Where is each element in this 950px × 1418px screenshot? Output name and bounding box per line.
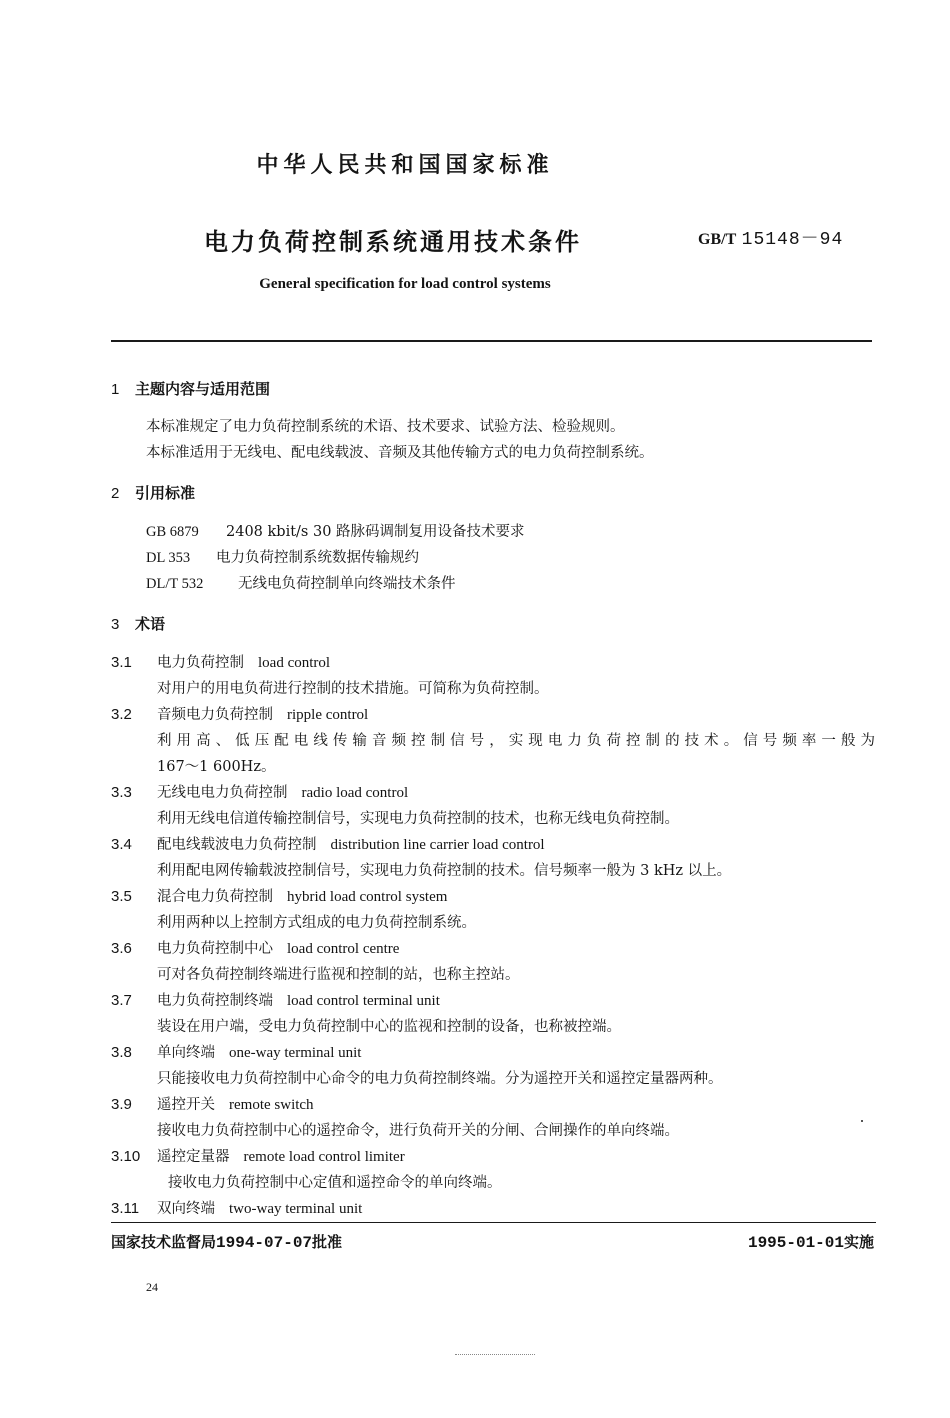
- section-number: 1: [111, 381, 120, 398]
- term-entry: [111, 989, 440, 1010]
- section-number: 3: [111, 616, 120, 633]
- national-standard-heading: 中华人民共和国国家标准: [256, 153, 554, 178]
- term-name-zh: 遥控开关: [157, 1097, 215, 1113]
- term-name-en: distribution line carrier load control: [330, 837, 545, 853]
- term-name-zh: 音频电力负荷控制: [157, 707, 273, 723]
- term-definition-continued: 167～1 600Hz。: [157, 759, 276, 775]
- scan-artifact: [455, 1354, 535, 1356]
- term-name-en: ripple control: [287, 707, 369, 723]
- term-definition: 接收电力负荷控制中心定值和遥控命令的单向终端。: [168, 1175, 502, 1191]
- term-definition: 利用高、低压配电线传输音频控制信号，实现电力负荷控制的技术。信号频率一般为: [157, 733, 875, 749]
- english-title: General specification for load control systems: [259, 276, 551, 292]
- term-name-en: remote load control limiter: [243, 1149, 405, 1165]
- term-definition: 利用配电网传输载波控制信号，实现电力负荷控制的技术。信号频率一般为 3 kHz 以上。: [157, 863, 732, 879]
- approval-date: 1994-07-07: [216, 1234, 313, 1252]
- term-number: 3.11: [111, 1200, 140, 1217]
- implementation-date: 1995-01-01: [747, 1234, 844, 1252]
- term-entry: [111, 651, 330, 672]
- implementation-suffix: 实施: [843, 1233, 874, 1251]
- term-number: 3.6: [111, 940, 132, 957]
- term-number: 3.1: [111, 654, 132, 671]
- approval-suffix: 批准: [312, 1233, 343, 1251]
- reference-item: [146, 520, 525, 541]
- term-definition: 可对各负荷控制终端进行监视和控制的站，也称主控站。: [157, 967, 520, 983]
- term-name-en: load control centre: [287, 941, 400, 957]
- term-number: 3.9: [111, 1096, 132, 1113]
- implementation-line: [748, 1231, 874, 1252]
- reference-title: 电力负荷控制系统数据传输规约: [216, 550, 419, 566]
- document-title: 电力负荷控制系统通用技术条件: [204, 228, 582, 256]
- term-entry: [111, 937, 399, 958]
- reference-title: 2408 kbit/s 30 路脉码调制复用设备技术要求: [226, 524, 525, 540]
- term-number: 3.3: [111, 784, 132, 801]
- term-name-en: load control: [258, 655, 331, 671]
- term-name-zh: 配电线载波电力负荷控制: [157, 837, 317, 853]
- term-number: 3.2: [111, 706, 132, 723]
- term-name-en: remote switch: [229, 1097, 314, 1113]
- reference-code: DL/T 532: [146, 576, 204, 592]
- term-definition: 对用户的用电负荷进行控制的技术措施。可简称为负荷控制。: [157, 681, 549, 697]
- term-entry: [111, 703, 368, 724]
- term-entry: [111, 833, 545, 854]
- reference-item: [146, 546, 419, 567]
- section-3-heading: [111, 613, 165, 634]
- term-number: 3.8: [111, 1044, 132, 1061]
- term-definition: 利用两种以上控制方式组成的电力负荷控制系统。: [157, 915, 476, 931]
- term-name-en: load control terminal unit: [287, 993, 440, 1009]
- term-definition: 接收电力负荷控制中心的遥控命令，进行负荷开关的分闸、合闸操作的单向终端。: [157, 1123, 679, 1139]
- paragraph: 本标准适用于无线电、配电线载波、音频及其他传输方式的电力负荷控制系统。: [146, 445, 654, 461]
- term-name-zh: 单向终端: [157, 1045, 215, 1061]
- term-name-zh: 无线电电力负荷控制: [157, 785, 288, 801]
- section-1-heading: [111, 378, 270, 399]
- term-name-en: one-way terminal unit: [229, 1045, 362, 1061]
- standard-number: [698, 224, 843, 250]
- term-number: 3.4: [111, 836, 132, 853]
- term-definition: 装设在用户端，受电力负荷控制中心的监视和控制的设备，也称被控端。: [157, 1019, 621, 1035]
- term-name-zh: 电力负荷控制: [157, 655, 244, 671]
- standard-number-value: 15148－94: [741, 230, 844, 250]
- term-name-zh: 电力负荷控制终端: [157, 993, 273, 1009]
- term-number: 3.10: [111, 1148, 141, 1165]
- approval-line: [111, 1231, 342, 1252]
- reference-item: [146, 572, 456, 593]
- term-entry: [111, 781, 408, 802]
- term-name-en: radio load control: [301, 785, 409, 801]
- reference-code: DL 353: [146, 550, 191, 566]
- paragraph: 本标准规定了电力负荷控制系统的术语、技术要求、试验方法、检验规则。: [146, 419, 625, 435]
- term-name-en: hybrid load control system: [287, 889, 448, 905]
- section-number: 2: [111, 485, 120, 502]
- term-definition: 只能接收电力负荷控制中心命令的电力负荷控制终端。分为遥控开关和遥控定量器两种。: [157, 1071, 723, 1087]
- section-title: 引用标准: [135, 484, 196, 502]
- term-entry: [111, 885, 447, 906]
- term-entry: [111, 1145, 405, 1166]
- term-name-zh: 双向终端: [157, 1201, 215, 1217]
- section-2-heading: [111, 482, 195, 503]
- scan-speck: [861, 1120, 863, 1122]
- term-entry: [111, 1197, 362, 1218]
- term-entry: [111, 1041, 361, 1062]
- page-number: 24: [146, 1280, 158, 1294]
- section-title: 主题内容与适用范围: [135, 380, 271, 398]
- term-number: 3.5: [111, 888, 132, 905]
- term-number: 3.7: [111, 992, 132, 1009]
- approval-authority: 国家技术监督局: [111, 1233, 217, 1251]
- reference-code: GB 6879: [146, 524, 199, 540]
- term-name-zh: 电力负荷控制中心: [157, 941, 273, 957]
- section-title: 术语: [135, 615, 166, 633]
- top-divider: [111, 340, 872, 342]
- term-name-zh: 混合电力负荷控制: [157, 889, 273, 905]
- reference-title: 无线电负荷控制单向终端技术条件: [238, 576, 456, 592]
- bottom-divider: [111, 1222, 876, 1223]
- term-name-zh: 遥控定量器: [157, 1149, 230, 1165]
- term-entry: [111, 1093, 314, 1114]
- term-name-en: two-way terminal unit: [229, 1201, 363, 1217]
- standard-code: GB/T: [698, 231, 737, 248]
- term-definition: 利用无线电信道传输控制信号，实现电力负荷控制的技术，也称无线电负荷控制。: [157, 811, 679, 827]
